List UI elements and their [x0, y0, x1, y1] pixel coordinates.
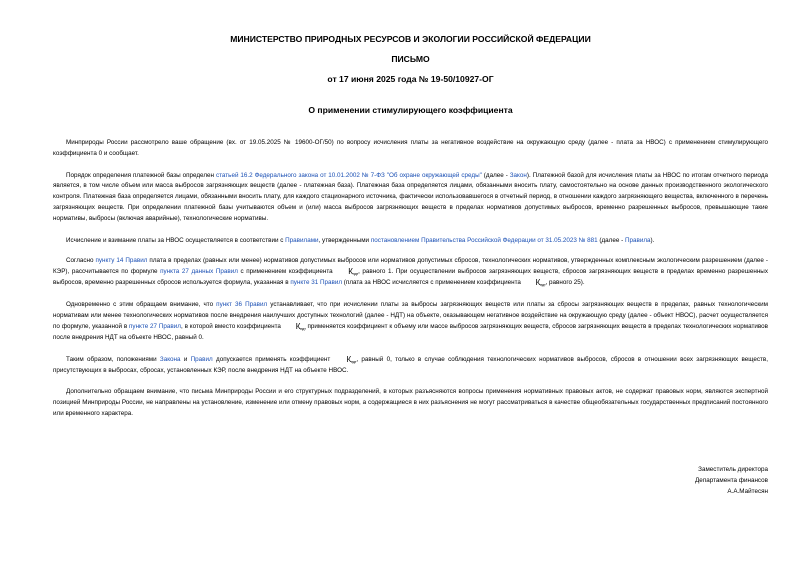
signature-block: [695, 464, 768, 497]
rules-link[interactable]: Правилами: [285, 236, 319, 244]
signatory-position: Заместитель директора: [698, 466, 768, 473]
paragraph-7: Дополнительно обращаем внимание, что письма Минприроды России и его структурных подразделений, в которых разъясняются вопросы применения нормативных правовых актов, не содержат правовых норм, являются экспертной позицией Минприроды России, не направлены на установление, изменение или отмену правовых норм, а содержащиеся в них разъяснения не могут рассматриваться в качестве общеобязательных государственных предписаний постоянного или временного характера.: [53, 388, 768, 417]
coefficient-symbol: $К_{ндт}$: [535, 278, 546, 288]
document-type: ПИСЬМО: [391, 54, 430, 64]
clause-27-link[interactable]: пункта 27 данных Правил: [160, 268, 238, 276]
law-link-2[interactable]: Закона: [159, 355, 181, 363]
coefficient-symbol: $К_{ндт}$: [346, 354, 357, 364]
clause-31-link[interactable]: пункте 31 Правил: [290, 279, 343, 287]
document-subject: О применении стимулирующего коэффициента: [308, 105, 513, 115]
paragraph-6: Таким образом, положениями Закона и Правил допускается применять коэффициент $К_{ндт}$, равный 0, только в случае соблюдения технологических нормативов выбросов, сбросов в отношении всех загрязняющих веществ, присутствующих в выбросах, сбросах, установленных КЭР, после внедрения НДТ на объекте НВОС.: [53, 354, 768, 374]
law-article-link[interactable]: статьей 16.2 Федерального закона от 10.01.2002 № 7-ФЗ "Об охране окружающей среды": [215, 171, 482, 179]
signatory-department: Департамента финансов: [695, 477, 768, 484]
government-decree-link[interactable]: постановлением Правительства Российской Федерации от 31.05.2023 № 881: [370, 236, 598, 244]
paragraph-1: Минприроды России рассмотрело ваше обращение (вх. от 19.05.2025 № 19600-ОГ/50) по вопросу исчисления платы за негативное воздействие на окружающую среду (далее - плата за НВОС) с применением стимулирующего коэффициента 0 и сообщает.: [53, 139, 768, 157]
letter-body: [53, 138, 768, 420]
ministry-heading: МИНИСТЕРСТВО ПРИРОДНЫХ РЕСУРСОВ И ЭКОЛОГИИ РОССИЙСКОЙ ФЕДЕРАЦИИ: [230, 34, 591, 44]
paragraph-2: Порядок определения платежной базы определен статьей 16.2 Федерального закона от 10.01.2002 № 7-ФЗ "Об охране окружающей среды" (далее - Закон). Платежной базой для исчисления платы за НВОС по итогам отчетного периода является, в том числе объем или масса выбросов загрязняющих веществ (далее - платежная база). Платежная база определяется лицами, обязанными вносить плату, самостоятельно на основе данных производственного экологического контроля. Платежная база определяется лицами, обязанными вносить плату, для каждого стационарного источника, фактически использовавшегося в отчетный период, в отношении каждого загрязняющего вещества, включенного в перечень загрязняющих веществ. При определении платежной базы учитываются объем и (или) масса выбросов загрязняющих веществ в пределах нормативов допустимых выбросов, временно разрешенных выбросов, превышающие такие нормативы, выбросы (включая аварийные), технологические нормативы.: [53, 171, 769, 222]
clause-27-link-2[interactable]: пункте 27 Правил: [129, 322, 181, 330]
paragraph-4: Согласно пункту 14 Правил плата в пределах (равных или менее) нормативов допустимых выбросов или нормативов допустимых сбросов, технологических нормативов, утвержденных комплексным экологическим разрешением (далее - КЭР), рассчитывается по формуле пункта 27 данных Правил с применением коэффициента $К_{ндт}$, равного 1. При осуществлении выбросов загрязняющих веществ, сбросов загрязняющих веществ в пределах временно разрешенных выбросов, временно разрешенных сбросов используется формула, указанная в пункте 31 Правил (плата за НВОС исчисляется с применением коэффициента $К_{ндт}$, равного 25).: [53, 257, 768, 288]
document-date-number: от 17 июня 2025 года № 19-50/10927-ОГ: [327, 74, 494, 84]
coefficient-symbol: $К_{ндт}$: [295, 321, 306, 331]
clause-36-link[interactable]: пункт 36 Правил: [216, 301, 268, 309]
rules-link-3[interactable]: Правил: [125, 257, 148, 265]
paragraph-5: Одновременно с этим обращаем внимание, что пункт 36 Правил устанавливает, что при исчислении платы за выбросы загрязняющих веществ или платы за сбросы загрязняющих веществ в пределах, равных технологическим нормативам или менее технологических нормативов после внедрения наилучших доступных технологий (далее - НДТ) на объекте, оказывающем негативное воздействие на окружающую среду (далее - объект НВОС), расчет осуществляется по формуле, указанной в пункте 27 Правил, в которой вместо коэффициента $К_{ндт}$ применяется коэффициент к объему или массе выбросов загрязняющих веществ, сбросов загрязняющих веществ в пределах технологических нормативов после внедрения НДТ на объекте НВОС, равный 0.: [53, 301, 768, 341]
signatory-name: А.А.Майтесян: [727, 488, 768, 495]
rules-link-4[interactable]: Правил: [190, 355, 213, 363]
paragraph-3: Исчисление и взимание платы за НВОС осуществляется в соответствии с Правилами, утвержденными постановлением Правительства Российской Федерации от 31.05.2023 № 881 (далее - Правила).: [66, 236, 655, 244]
rules-link-2[interactable]: Правила: [624, 236, 651, 244]
clause-14-link[interactable]: пункту 14: [95, 257, 124, 265]
law-link[interactable]: Закон: [509, 171, 527, 179]
coefficient-symbol: $К_{ндт}$: [348, 267, 359, 277]
